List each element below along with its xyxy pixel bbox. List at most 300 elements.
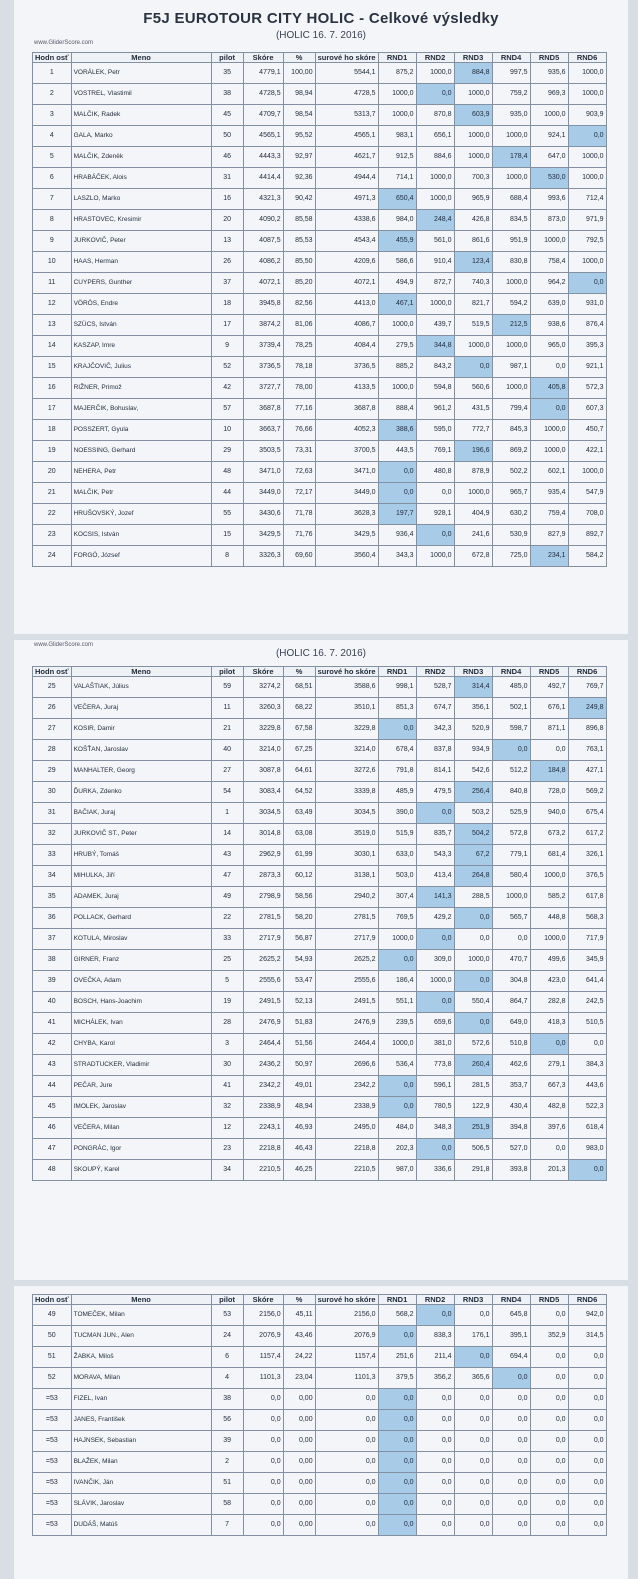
percent-cell: 78,18	[283, 357, 315, 378]
pilot-number-cell: 5	[211, 971, 243, 992]
round-score-cell: 892,7	[568, 525, 606, 546]
score-cell: 2218,8	[243, 1139, 283, 1160]
table-row	[33, 719, 607, 740]
round-score-cell: 1000,0	[378, 378, 416, 399]
percent-cell: 73,31	[283, 441, 315, 462]
table-row	[33, 803, 607, 824]
round-score-cell: 494,9	[378, 273, 416, 294]
pilot-number-cell: 13	[211, 231, 243, 252]
score-cell: 3471,0	[243, 462, 283, 483]
round-score-cell: 467,1	[378, 294, 416, 315]
pilot-name-cell: PONGRÁC, Igor	[71, 1139, 211, 1160]
score-cell: 4090,2	[243, 210, 283, 231]
table-row	[33, 1160, 607, 1181]
round-score-cell: 485,9	[378, 782, 416, 803]
rank-cell: 9	[33, 231, 72, 252]
rank-cell: 21	[33, 483, 72, 504]
percent-cell: 58,56	[283, 887, 315, 908]
round-score-cell: 376,5	[568, 866, 606, 887]
round-score-cell: 1000,0	[416, 189, 454, 210]
pilot-number-cell: 20	[211, 210, 243, 231]
rank-cell: 48	[33, 1160, 72, 1181]
round-score-cell: 0,0	[568, 1347, 606, 1368]
round-score-cell: 580,4	[492, 866, 530, 887]
round-score-cell: 965,0	[530, 336, 568, 357]
pilot-number-cell: 59	[211, 677, 243, 698]
table-row	[33, 1034, 607, 1055]
round-score-cell: 971,9	[568, 210, 606, 231]
table-row	[33, 1139, 607, 1160]
rank-cell: 39	[33, 971, 72, 992]
round-score-cell: 0,0	[492, 1389, 530, 1410]
round-score-cell: 769,7	[568, 677, 606, 698]
table-row	[33, 63, 607, 84]
col-header-score: Skóre	[243, 1295, 283, 1305]
rank-cell: 1	[33, 63, 72, 84]
round-score-cell: 0,0	[492, 1368, 530, 1389]
round-score-cell: 861,6	[454, 231, 492, 252]
header-row	[33, 667, 607, 677]
rank-cell: 3	[33, 105, 72, 126]
round-score-cell: 0,0	[416, 84, 454, 105]
table-row	[33, 231, 607, 252]
rank-cell: 27	[33, 719, 72, 740]
pilot-number-cell: 16	[211, 189, 243, 210]
col-header-name: Meno	[71, 1295, 211, 1305]
round-score-cell: 1000,0	[378, 105, 416, 126]
percent-cell: 45,11	[283, 1305, 315, 1326]
pilot-name-cell: MICHÁLEK, Ivan	[71, 1013, 211, 1034]
round-score-cell: 499,6	[530, 950, 568, 971]
round-score-cell: 871,1	[530, 719, 568, 740]
round-score-cell: 1000,0	[492, 273, 530, 294]
round-score-cell: 1000,0	[416, 971, 454, 992]
col-header-rank: Hodn osť	[33, 1295, 72, 1305]
pilot-name-cell: IMOLEK, Jaroslav	[71, 1097, 211, 1118]
round-score-cell: 650,4	[378, 189, 416, 210]
round-score-cell: 480,8	[416, 462, 454, 483]
round-score-cell: 356,2	[416, 1368, 454, 1389]
score-cell: 1157,4	[243, 1347, 283, 1368]
percent-cell: 71,76	[283, 525, 315, 546]
round-score-cell: 0,0	[530, 1389, 568, 1410]
rank-cell: 34	[33, 866, 72, 887]
pilot-name-cell: NOESSING, Gerhard	[71, 441, 211, 462]
raw-score-cell: 2495,0	[315, 1118, 378, 1139]
percent-cell: 56,87	[283, 929, 315, 950]
rank-cell: 24	[33, 546, 72, 567]
rank-cell: 37	[33, 929, 72, 950]
round-score-cell: 961,2	[416, 399, 454, 420]
pilot-number-cell: 12	[211, 1118, 243, 1139]
round-score-cell: 141,3	[416, 887, 454, 908]
round-score-cell: 418,3	[530, 1013, 568, 1034]
score-cell: 3260,3	[243, 698, 283, 719]
round-score-cell: 479,5	[416, 782, 454, 803]
percent-cell: 92,97	[283, 147, 315, 168]
brand-label: www.GliderScore.com	[34, 642, 94, 648]
table-row	[33, 420, 607, 441]
rank-cell: 44	[33, 1076, 72, 1097]
rank-cell: =53	[33, 1389, 72, 1410]
percent-cell: 48,94	[283, 1097, 315, 1118]
table-row	[33, 1097, 607, 1118]
percent-cell: 54,93	[283, 950, 315, 971]
round-score-cell: 503,0	[378, 866, 416, 887]
round-score-cell: 1000,0	[416, 63, 454, 84]
rank-cell: =53	[33, 1410, 72, 1431]
col-header-percent: %	[283, 53, 315, 63]
raw-score-cell: 2491,5	[315, 992, 378, 1013]
round-score-cell: 343,3	[378, 546, 416, 567]
round-score-cell: 965,7	[492, 483, 530, 504]
score-cell: 0,0	[243, 1515, 283, 1536]
round-score-cell: 1000,0	[454, 950, 492, 971]
col-header-score: Skóre	[243, 53, 283, 63]
table-row	[33, 1076, 607, 1097]
round-score-cell: 427,1	[568, 761, 606, 782]
rank-cell: 35	[33, 887, 72, 908]
round-score-cell: 0,0	[530, 1034, 568, 1055]
round-score-cell: 242,5	[568, 992, 606, 1013]
rank-cell: 16	[33, 378, 72, 399]
table-row	[33, 210, 607, 231]
round-score-cell: 384,3	[568, 1055, 606, 1076]
round-score-cell: 1000,0	[378, 1034, 416, 1055]
percent-cell: 90,42	[283, 189, 315, 210]
round-score-cell: 827,9	[530, 525, 568, 546]
round-score-cell: 568,3	[568, 908, 606, 929]
round-score-cell: 291,8	[454, 1160, 492, 1181]
round-score-cell: 1000,0	[530, 231, 568, 252]
round-score-cell: 834,5	[492, 210, 530, 231]
raw-score-cell: 3138,1	[315, 866, 378, 887]
score-cell: 3663,7	[243, 420, 283, 441]
pilot-number-cell: 58	[211, 1494, 243, 1515]
raw-score-cell: 2338,9	[315, 1097, 378, 1118]
raw-score-cell: 3272,6	[315, 761, 378, 782]
score-cell: 3503,5	[243, 441, 283, 462]
round-score-cell: 772,7	[454, 420, 492, 441]
round-score-cell: 0,0	[530, 1368, 568, 1389]
rank-cell: 17	[33, 399, 72, 420]
round-score-cell: 304,8	[492, 971, 530, 992]
round-score-cell: 510,5	[568, 1013, 606, 1034]
round-score-cell: 872,7	[416, 273, 454, 294]
col-header-rnd2: RND2	[416, 1295, 454, 1305]
round-score-cell: 830,8	[492, 252, 530, 273]
round-score-cell: 0,0	[416, 1410, 454, 1431]
raw-score-cell: 3519,0	[315, 824, 378, 845]
pilot-number-cell: 1	[211, 803, 243, 824]
pilot-name-cell: KOSIR, Damir	[71, 719, 211, 740]
percent-cell: 81,06	[283, 315, 315, 336]
table-row	[33, 1118, 607, 1139]
col-header-raw-score: surové ho skóre	[315, 1295, 378, 1305]
round-score-cell: 395,3	[568, 336, 606, 357]
raw-score-cell: 4084,4	[315, 336, 378, 357]
round-score-cell: 0,0	[568, 1431, 606, 1452]
table-row	[33, 357, 607, 378]
round-score-cell: 67,2	[454, 845, 492, 866]
round-score-cell: 759,2	[492, 84, 530, 105]
score-cell: 4779,1	[243, 63, 283, 84]
round-score-cell: 0,0	[454, 1305, 492, 1326]
pilot-number-cell: 7	[211, 1515, 243, 1536]
score-cell: 3083,4	[243, 782, 283, 803]
raw-score-cell: 4072,1	[315, 273, 378, 294]
raw-score-cell: 0,0	[315, 1452, 378, 1473]
round-score-cell: 0,0	[416, 803, 454, 824]
score-cell: 3014,8	[243, 824, 283, 845]
round-score-cell: 569,2	[568, 782, 606, 803]
round-score-cell: 572,6	[454, 1034, 492, 1055]
pilot-name-cell: GALA, Marko	[71, 126, 211, 147]
round-score-cell: 197,7	[378, 504, 416, 525]
round-score-cell: 0,0	[568, 1368, 606, 1389]
percent-cell: 64,61	[283, 761, 315, 782]
pilot-name-cell: HRASTOVEC, Kresimir	[71, 210, 211, 231]
round-score-cell: 659,6	[416, 1013, 454, 1034]
pilot-number-cell: 35	[211, 63, 243, 84]
pilot-name-cell: BOSCH, Hans-Joachim	[71, 992, 211, 1013]
round-score-cell: 1000,0	[378, 315, 416, 336]
pilot-number-cell: 34	[211, 1160, 243, 1181]
pilot-name-cell: VORÁLEK, Petr	[71, 63, 211, 84]
round-score-cell: 964,2	[530, 273, 568, 294]
round-score-cell: 1000,0	[492, 168, 530, 189]
score-cell: 3945,8	[243, 294, 283, 315]
score-cell: 2243,1	[243, 1118, 283, 1139]
rank-cell: 19	[33, 441, 72, 462]
round-score-cell: 678,4	[378, 740, 416, 761]
round-score-cell: 256,4	[454, 782, 492, 803]
round-score-cell: 0,0	[416, 1139, 454, 1160]
raw-score-cell: 2717,9	[315, 929, 378, 950]
col-header-rnd6: RND6	[568, 1295, 606, 1305]
score-cell: 4565,1	[243, 126, 283, 147]
round-score-cell: 379,5	[378, 1368, 416, 1389]
round-score-cell: 426,8	[454, 210, 492, 231]
round-score-cell: 673,2	[530, 824, 568, 845]
rank-cell: 47	[33, 1139, 72, 1160]
score-cell: 4087,5	[243, 231, 283, 252]
percent-cell: 85,20	[283, 273, 315, 294]
round-score-cell: 429,2	[416, 908, 454, 929]
round-score-cell: 543,3	[416, 845, 454, 866]
score-cell: 0,0	[243, 1473, 283, 1494]
round-score-cell: 0,0	[378, 1431, 416, 1452]
percent-cell: 49,01	[283, 1076, 315, 1097]
pilot-number-cell: 17	[211, 315, 243, 336]
raw-score-cell: 3687,8	[315, 399, 378, 420]
score-cell: 4321,3	[243, 189, 283, 210]
table-row	[33, 1410, 607, 1431]
round-score-cell: 0,0	[454, 1452, 492, 1473]
table-row	[33, 845, 607, 866]
round-score-cell: 759,4	[530, 504, 568, 525]
rank-cell: =53	[33, 1452, 72, 1473]
table-row	[33, 126, 607, 147]
percent-cell: 51,56	[283, 1034, 315, 1055]
round-score-cell: 1000,0	[568, 84, 606, 105]
round-score-cell: 921,1	[568, 357, 606, 378]
raw-score-cell: 4621,7	[315, 147, 378, 168]
pilot-number-cell: 6	[211, 1347, 243, 1368]
round-score-cell: 0,0	[492, 1431, 530, 1452]
round-score-cell: 525,9	[492, 803, 530, 824]
pilot-name-cell: CUYPERS, Gunther	[71, 273, 211, 294]
pilot-name-cell: KOCSIS, István	[71, 525, 211, 546]
score-cell: 2625,2	[243, 950, 283, 971]
pilot-number-cell: 10	[211, 420, 243, 441]
raw-score-cell: 1157,4	[315, 1347, 378, 1368]
score-cell: 3739,4	[243, 336, 283, 357]
score-cell: 2464,4	[243, 1034, 283, 1055]
col-header-rnd6: RND6	[568, 53, 606, 63]
round-score-cell: 0,0	[568, 1452, 606, 1473]
round-score-cell: 0,0	[454, 1515, 492, 1536]
col-header-percent: %	[283, 667, 315, 677]
pilot-number-cell: 21	[211, 719, 243, 740]
round-score-cell: 870,8	[416, 105, 454, 126]
percent-cell: 69,60	[283, 546, 315, 567]
round-score-cell: 0,0	[492, 1494, 530, 1515]
table-row	[33, 1452, 607, 1473]
table-row	[33, 1494, 607, 1515]
raw-score-cell: 5313,7	[315, 105, 378, 126]
round-score-cell: 0,0	[530, 1410, 568, 1431]
percent-cell: 46,93	[283, 1118, 315, 1139]
round-score-cell: 585,2	[530, 887, 568, 908]
rank-cell: 14	[33, 336, 72, 357]
round-score-cell: 814,1	[416, 761, 454, 782]
round-score-cell: 550,4	[454, 992, 492, 1013]
rank-cell: 5	[33, 147, 72, 168]
score-cell: 2476,9	[243, 1013, 283, 1034]
table-row	[33, 1013, 607, 1034]
pilot-number-cell: 55	[211, 504, 243, 525]
rank-cell: 7	[33, 189, 72, 210]
round-score-cell: 0,0	[568, 126, 606, 147]
percent-cell: 77,16	[283, 399, 315, 420]
pilot-name-cell: POLLACK, Gerhard	[71, 908, 211, 929]
round-score-cell: 983,0	[568, 1139, 606, 1160]
raw-score-cell: 3449,0	[315, 483, 378, 504]
raw-score-cell: 2076,9	[315, 1326, 378, 1347]
round-score-cell: 694,4	[492, 1347, 530, 1368]
percent-cell: 58,20	[283, 908, 315, 929]
score-cell: 3229,8	[243, 719, 283, 740]
round-score-cell: 336,6	[416, 1160, 454, 1181]
rank-cell: 52	[33, 1368, 72, 1389]
raw-score-cell: 2781,5	[315, 908, 378, 929]
raw-score-cell: 0,0	[315, 1389, 378, 1410]
round-score-cell: 1000,0	[530, 866, 568, 887]
rank-cell: 26	[33, 698, 72, 719]
pilot-number-cell: 44	[211, 483, 243, 504]
round-score-cell: 725,0	[492, 546, 530, 567]
pilot-name-cell: POSSZERT, Gyula	[71, 420, 211, 441]
round-score-cell: 0,0	[416, 1389, 454, 1410]
percent-cell: 98,94	[283, 84, 315, 105]
rank-cell: 29	[33, 761, 72, 782]
col-header-rnd2: RND2	[416, 53, 454, 63]
round-score-cell: 618,4	[568, 1118, 606, 1139]
score-cell: 0,0	[243, 1389, 283, 1410]
col-header-name: Meno	[71, 53, 211, 63]
round-score-cell: 875,2	[378, 63, 416, 84]
round-score-cell: 0,0	[454, 1013, 492, 1034]
round-score-cell: 1000,0	[568, 252, 606, 273]
header-row	[33, 1295, 607, 1305]
round-score-cell: 993,6	[530, 189, 568, 210]
round-score-cell: 405,8	[530, 378, 568, 399]
round-score-cell: 0,0	[530, 1494, 568, 1515]
raw-score-cell: 2156,0	[315, 1305, 378, 1326]
round-score-cell: 455,9	[378, 231, 416, 252]
percent-cell: 46,25	[283, 1160, 315, 1181]
round-score-cell: 176,1	[454, 1326, 492, 1347]
round-score-cell: 728,0	[530, 782, 568, 803]
round-score-cell: 769,1	[416, 441, 454, 462]
pilot-name-cell: FORGÓ, József	[71, 546, 211, 567]
rank-cell: 6	[33, 168, 72, 189]
round-score-cell: 934,9	[454, 740, 492, 761]
pilot-name-cell: HRUŠOVSKÝ, Jozef	[71, 504, 211, 525]
col-header-rank: Hodn osť	[33, 667, 72, 677]
sheet-subtitle: (HOLIC 16. 7. 2016)	[275, 648, 367, 659]
pilot-name-cell: TUCMAN JUN., Alen	[71, 1326, 211, 1347]
round-score-cell: 1000,0	[378, 929, 416, 950]
round-score-cell: 249,8	[568, 698, 606, 719]
round-score-cell: 873,0	[530, 210, 568, 231]
pilot-number-cell: 38	[211, 84, 243, 105]
pilot-number-cell: 37	[211, 273, 243, 294]
pilot-name-cell: HAAS, Herman	[71, 252, 211, 273]
pilot-number-cell: 15	[211, 525, 243, 546]
pilot-number-cell: 18	[211, 294, 243, 315]
pilot-number-cell: 54	[211, 782, 243, 803]
percent-cell: 46,43	[283, 1139, 315, 1160]
page-subtitle: (HOLIC 16. 7. 2016)	[275, 30, 367, 41]
pilot-number-cell: 39	[211, 1431, 243, 1452]
round-score-cell: 935,6	[530, 63, 568, 84]
round-score-cell: 251,9	[454, 1118, 492, 1139]
round-score-cell: 630,2	[492, 504, 530, 525]
percent-cell: 0,00	[283, 1515, 315, 1536]
round-score-cell: 413,4	[416, 866, 454, 887]
round-score-cell: 485,0	[492, 677, 530, 698]
round-score-cell: 1000,0	[454, 147, 492, 168]
table-row	[33, 992, 607, 1013]
col-header-name: Meno	[71, 667, 211, 677]
rank-cell: 12	[33, 294, 72, 315]
round-score-cell: 676,1	[530, 698, 568, 719]
rank-cell: 8	[33, 210, 72, 231]
pilot-name-cell: RIŽNER, Primož	[71, 378, 211, 399]
round-score-cell: 326,1	[568, 845, 606, 866]
percent-cell: 50,97	[283, 1055, 315, 1076]
round-score-cell: 264,8	[454, 866, 492, 887]
round-score-cell: 314,4	[454, 677, 492, 698]
results-sheet-1	[14, 0, 628, 634]
table-row	[33, 315, 607, 336]
round-score-cell: 837,8	[416, 740, 454, 761]
round-score-cell: 641,4	[568, 971, 606, 992]
percent-cell: 78,25	[283, 336, 315, 357]
round-score-cell: 700,3	[454, 168, 492, 189]
